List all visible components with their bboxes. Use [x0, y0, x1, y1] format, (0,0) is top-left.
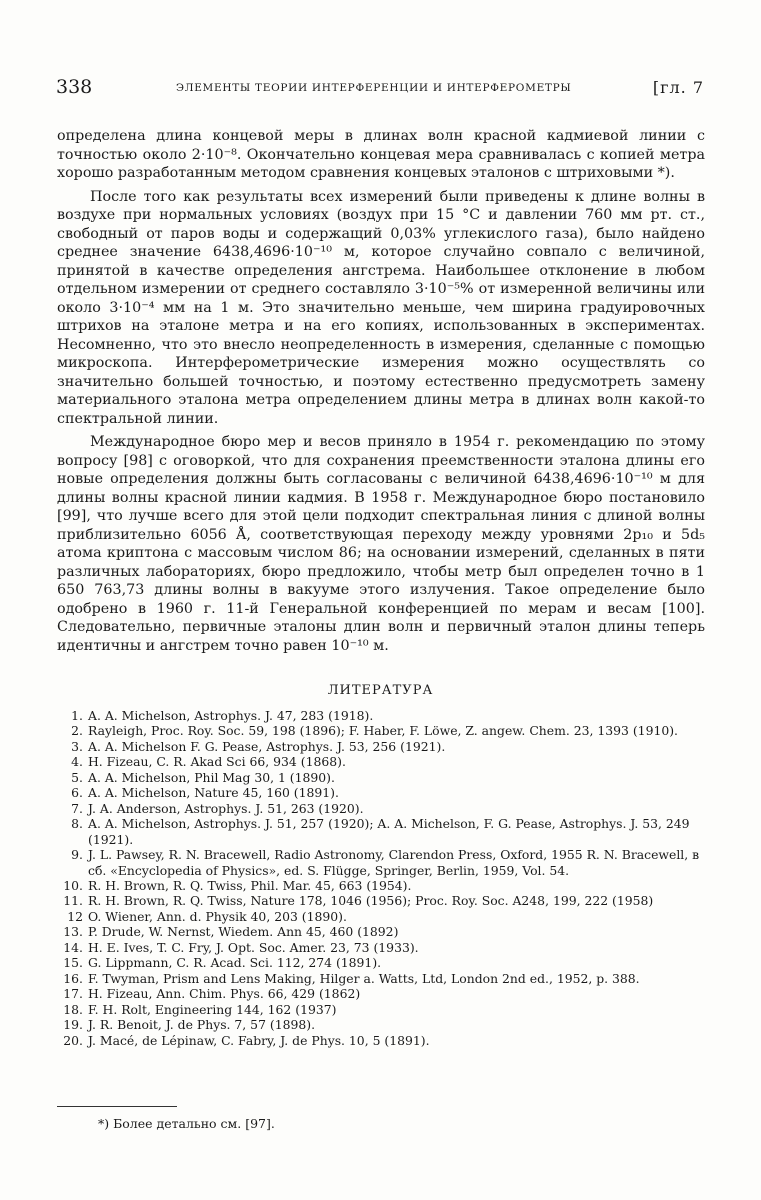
- reference-item: [57, 770, 707, 785]
- reference-item: [57, 986, 707, 1001]
- reference-number: 8.: [71, 816, 83, 832]
- reference-number: 7.: [71, 800, 83, 816]
- reference-text: P. Drude, W. Nernst, Wiedem. Ann 45, 460 (1892): [88, 924, 399, 940]
- footnote: *) Более детально см. [97].: [98, 1116, 275, 1131]
- paragraph: После того как результаты всех измерений были приведены к длине волны в воздухе при нормальных условиях (воздух при 15 °С и давлении 760 мм рт. ст., свободный от паров воды и содержащий 0,03% углекислого газа), было найдено среднее значение 6438,4696·10⁻¹⁰ м, которое случайно совпало с величиной, принятой в качестве определения ангстрема. Наибольшее отклонение в любом отдельном измерении от среднего составляло 3·10⁻⁵% от измеренной величины или около 3·10⁻⁴ мм на 1 м. Это значительно меньше, чем ширина градуировочных штрихов на эталоне метра и на его копиях, использованных в экспериментах. Несомненно, что это внесло неопределенность в измерения, сделанные с помощью микроскопа. Интерферометрические измерения можно осуществлять со значительно большей точностью, и поэтому естественно предусмотреть замену материального эталона метра определением длины метра в длинах волн какой-то спектральной линии.: [57, 188, 705, 427]
- reference-number: 18.: [63, 1001, 83, 1017]
- reference-item: [57, 723, 707, 738]
- reference-number: 19.: [63, 1017, 83, 1033]
- reference-item: [57, 971, 707, 986]
- reference-text: A. A. Michelson, Astrophys. J. 51, 257 (1920); A. A. Michelson, F. G. Pease, Astrophys. J. 53, 249 (1921).: [88, 816, 690, 847]
- footnote-divider: [57, 1106, 177, 1107]
- reference-number: 10.: [63, 877, 83, 893]
- reference-item: [57, 940, 707, 955]
- reference-item: [57, 1017, 707, 1032]
- reference-text: R. H. Brown, R. Q. Twiss, Nature 178, 1046 (1956); Proc. Roy. Soc. A248, 199, 222 (1958): [88, 893, 654, 909]
- reference-number: 16.: [63, 970, 83, 986]
- running-title: ЭЛЕМЕНТЫ ТЕОРИИ ИНТЕРФЕРЕНЦИИ И ИНТЕРФЕРОМЕТРЫ: [176, 82, 572, 94]
- paragraph: Международное бюро мер и весов приняло в 1954 г. рекомендацию по этому вопросу [98] с оговоркой, что для сохранения преемственности эталона длины его новые определения должны быть согласованы с величиной 6438,4696·10⁻¹⁰ м для длины волны красной линии кадмия. В 1958 г. Международное бюро постановило [99], что лучше всего для этой цели подходит спектральная линия с длиной волны приблизительно 6056 Å, соответствующая переходу между уровнями 2p₁₀ и 5d₅ атома криптона с массовым числом 86; на основании измерений, сделанных в пяти различных лабораториях, бюро предложило, чтобы метр был определен точно в 1 650 763,73 длины волны в вакууме этого излучения. Такое определение было одобрено в 1960 г. 11-й Генеральной конференцией по мерам и весам [100]. Следовательно, первичные эталоны длин волн и первичный эталон длины теперь идентичны и ангстрем точно равен 10⁻¹⁰ м.: [57, 434, 705, 654]
- reference-text: H. Fizeau, C. R. Akad Sci 66, 934 (1868).: [88, 754, 346, 770]
- reference-item: [57, 924, 707, 939]
- reference-item: [57, 893, 707, 908]
- reference-number: 20.: [63, 1032, 83, 1048]
- reference-item: [57, 801, 707, 816]
- reference-number: 4.: [71, 754, 83, 770]
- reference-item: [57, 785, 707, 800]
- reference-number: 12: [67, 908, 83, 924]
- reference-item: [57, 708, 707, 723]
- reference-item: [57, 847, 707, 878]
- page-number: 338: [56, 76, 93, 98]
- reference-text: A. A. Michelson, Nature 45, 160 (1891).: [88, 785, 339, 801]
- main-text: [57, 127, 705, 655]
- reference-item: [57, 816, 707, 847]
- reference-text: J. Macé, de Lépinaw, C. Fabry, J. de Phys. 10, 5 (1891).: [88, 1032, 430, 1048]
- reference-number: 13.: [63, 924, 83, 940]
- reference-number: 15.: [63, 955, 83, 971]
- reference-text: J. L. Pawsey, R. N. Bracewell, Radio Astronomy, Clarendon Press, Oxford, 1955 R. N. Bracewell, в сб. «Encyclopedia of Physics», ed. S. Flügge, Springer, Berlin, 1959, Vol. 54.: [88, 847, 700, 878]
- reference-text: Rayleigh, Proc. Roy. Soc. 59, 198 (1896); F. Haber, F. Löwe, Z. angew. Chem. 23, 1393 (1910).: [88, 723, 678, 739]
- reference-text: O. Wiener, Ann. d. Physik 40, 203 (1890).: [88, 908, 347, 924]
- reference-item: [57, 955, 707, 970]
- reference-number: 5.: [71, 769, 83, 785]
- reference-text: F. H. Rolt, Engineering 144, 162 (1937): [88, 1001, 337, 1017]
- reference-number: 2.: [71, 723, 83, 739]
- reference-item: [57, 1002, 707, 1017]
- reference-text: A. A. Michelson, Astrophys. J. 47, 283 (1918).: [88, 708, 374, 723]
- reference-number: 9.: [71, 847, 83, 863]
- reference-text: F. Twyman, Prism and Lens Making, Hilger a. Watts, Ltd, London 2nd ed., 1952, p. 388.: [88, 970, 640, 986]
- reference-number: 1.: [71, 708, 83, 723]
- reference-number: 6.: [71, 785, 83, 801]
- reference-item: [57, 739, 707, 754]
- reference-number: 3.: [71, 738, 83, 754]
- chapter-marker: [гл. 7: [652, 78, 704, 97]
- paragraph: определена длина концевой меры в длинах волн красной кадмиевой линии с точностью около 2·10⁻⁸. Окончательно концевая мера сравнивалась с копией метра хорошо разработанным методом сравнения концевых эталонов с штриховыми *).: [57, 128, 705, 181]
- reference-number: 14.: [63, 939, 83, 955]
- reference-text: H. E. Ives, T. C. Fry, J. Opt. Soc. Amer. 23, 73 (1933).: [88, 939, 419, 955]
- reference-item: [57, 754, 707, 769]
- reference-item: [57, 878, 707, 893]
- page-header: [56, 76, 706, 100]
- reference-number: 11.: [63, 893, 83, 909]
- reference-item: [57, 1033, 707, 1048]
- reference-number: 17.: [63, 986, 83, 1002]
- reference-text: G. Lippmann, C. R. Acad. Sci. 112, 274 (1891).: [88, 955, 382, 971]
- reference-text: J. R. Benoit, J. de Phys. 7, 57 (1898).: [88, 1017, 316, 1033]
- reference-text: J. A. Anderson, Astrophys. J. 51, 263 (1920).: [88, 800, 364, 816]
- reference-text: R. H. Brown, R. Q. Twiss, Phil. Mar. 45, 663 (1954).: [88, 877, 412, 893]
- literature-heading: ЛИТЕРАТУРА: [327, 683, 434, 698]
- reference-item: [57, 909, 707, 924]
- reference-text: A. A. Michelson F. G. Pease, Astrophys. J. 53, 256 (1921).: [88, 738, 446, 754]
- reference-text: A. A. Michelson, Phil Mag 30, 1 (1890).: [88, 769, 335, 785]
- reference-list: [57, 708, 707, 1048]
- reference-text: H. Fizeau, Ann. Chim. Phys. 66, 429 (1862): [88, 986, 361, 1002]
